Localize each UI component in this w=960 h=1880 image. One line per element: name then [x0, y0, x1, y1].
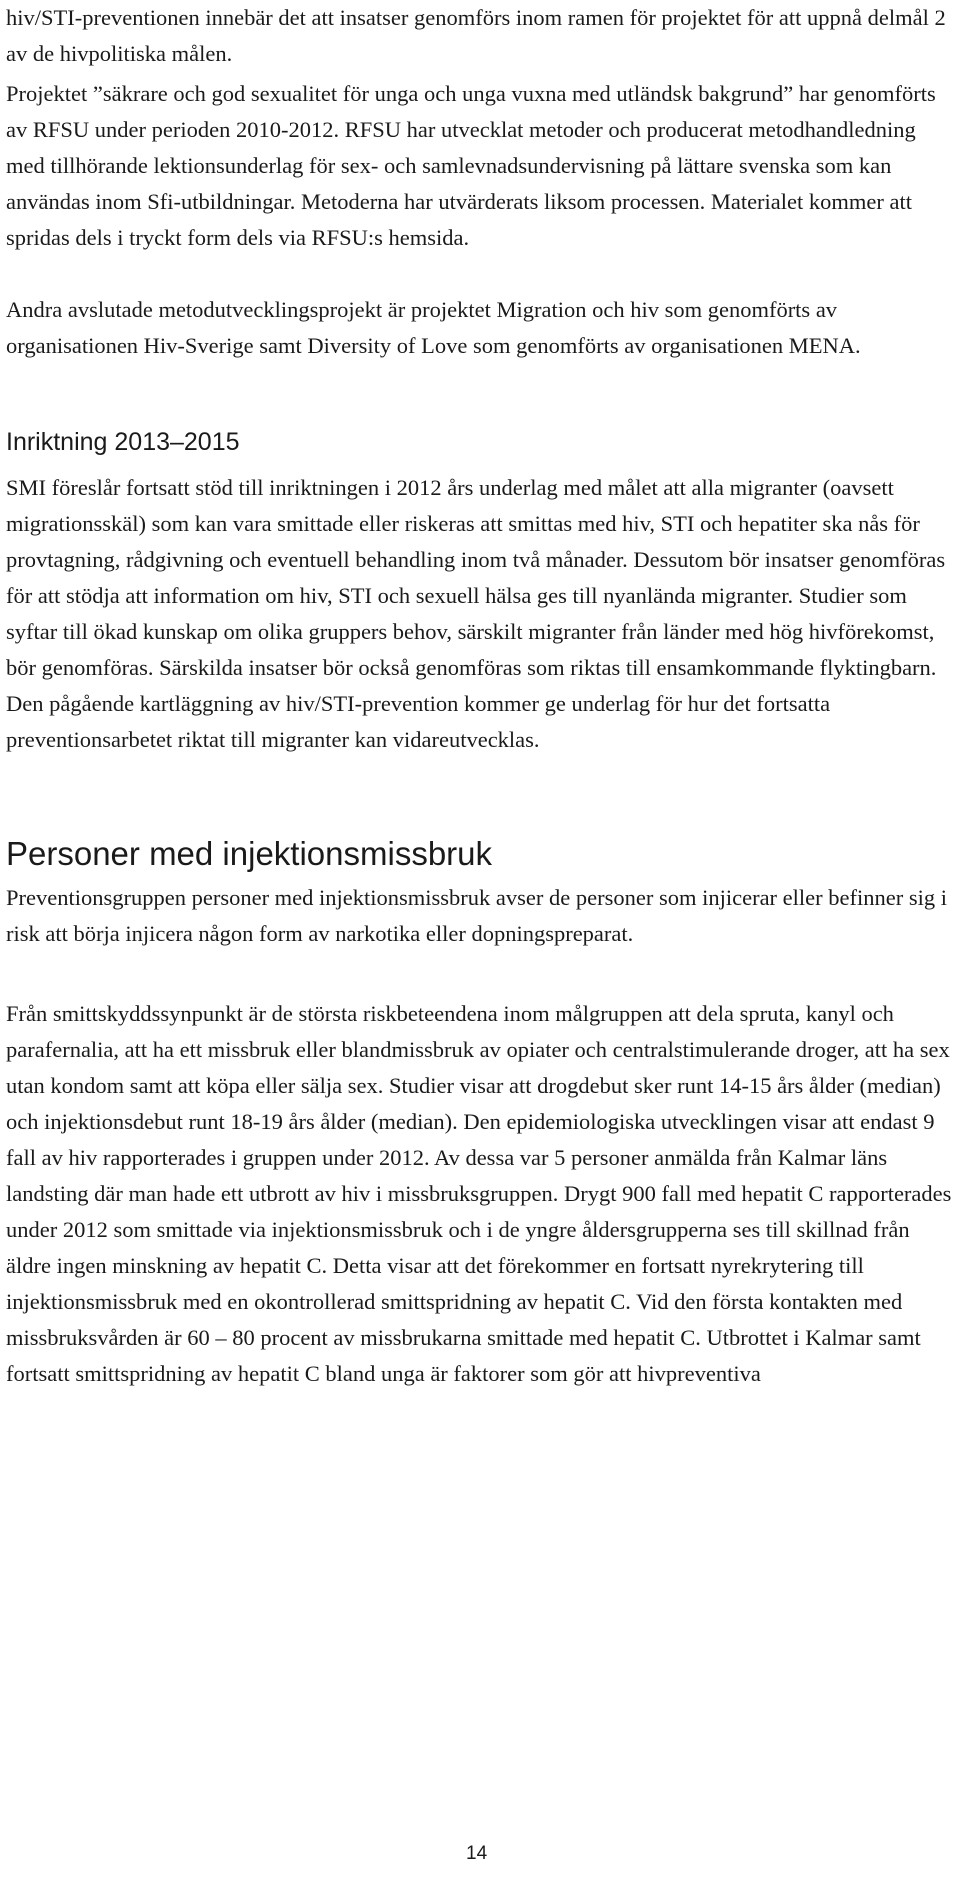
section-heading-injektionsmissbruk: Personer med injektionsmissbruk — [6, 835, 493, 872]
page-number: 14 — [466, 1843, 488, 1864]
paragraph-other-projects: Andra avslutade metodutvecklingsprojekt är projektet Migration och hiv som genomförts av organisationen Hiv-Sverige samt Diversity of Love som genomförts av organisationen MENA. — [6, 297, 861, 358]
section-heading-inriktning: Inriktning 2013–2015 — [6, 428, 240, 456]
paragraph-intro: hiv/STI-preventionen innebär det att insatser genomförs inom ramen för projektet för att uppnå delmål 2 av de hivpolitiska målen. — [6, 5, 946, 66]
paragraph-risk-behaviour: Från smittskyddssynpunkt är de största riskbeteendena inom målgruppen att dela spruta, kanyl och parafernalia, att ha ett missbruk eller blandmissbruk av opiater och centralstimulerande droger, att ha sex utan kondom samt att köpa eller sälja sex. Studier visar att drogdebut sker runt 14-15 års ålder (median) och injektionsdebut runt 18-19 års ålder (median). Den epidemiologiska utvecklingen visar att endast 9 fall av hiv rapporterades i gruppen under 2012. Av dessa var 5 personer anmälda från Kalmar läns landsting där man hade ett utbrott av hiv i missbruksgruppen. Drygt 900 fall med hepatit C rapporterades under 2012 som smittade via injektionsmissbruk och i de yngre åldersgrupperna ses till skillnad från äldre ingen minskning av hepatit C. Detta visar att det förekommer en fortsatt nyrekrytering till injektionsmissbruk med en okontrollerad smittspridning av hepatit C. Vid den första kontakten med missbruksvården är 60 – 80 procent av missbrukarna smittade med hepatit C. Utbrottet i Kalmar samt fortsatt smittspridning av hepatit C bland unga är faktorer som gör att hivpreventiva — [6, 1001, 952, 1386]
paragraph-prevention-group: Preventionsgruppen personer med injektionsmissbruk avser de personer som injicerar eller befinner sig i risk att börja injicera någon form av narkotika eller dopningspreparat. — [6, 885, 947, 946]
paragraph-rfsu-project: Projektet ”säkrare och god sexualitet för unga och unga vuxna med utländsk bakgrund” har genomförts av RFSU under perioden 2010-2012. RFSU har utvecklat metoder och producerat metodhandledning med tillhörande lektionsunderlag för sex- och samlevnadsundervisning på lättare svenska som kan användas inom Sfi-utbildningar. Metoderna har utvärderats liksom processen. Materialet kommer att spridas dels i tryckt form dels via RFSU:s hemsida. — [6, 81, 936, 250]
paragraph-smi-proposal: SMI föreslår fortsatt stöd till inriktningen i 2012 års underlag med målet att alla migranter (oavsett migrationsskäl) som kan vara smittade eller riskeras att smittas med hiv, STI och hepatiter ska nås för provtagning, rådgivning och eventuell behandling inom två månader. Dessutom bör insatser genomföras för att stödja att information om hiv, STI och sexuell hälsa ges till nyanlända migranter. Studier som syftar till ökad kunskap om olika gruppers behov, särskilt migranter från länder med hög hivförekomst, bör genomföras. Särskilda insatser bör också genomföras som riktas till ensamkommande flyktingbarn. Den pågående kartläggning av hiv/STI-prevention kommer ge underlag för hur det fortsatta preventionsarbetet riktat till migranter kan vidareutvecklas. — [6, 475, 946, 752]
